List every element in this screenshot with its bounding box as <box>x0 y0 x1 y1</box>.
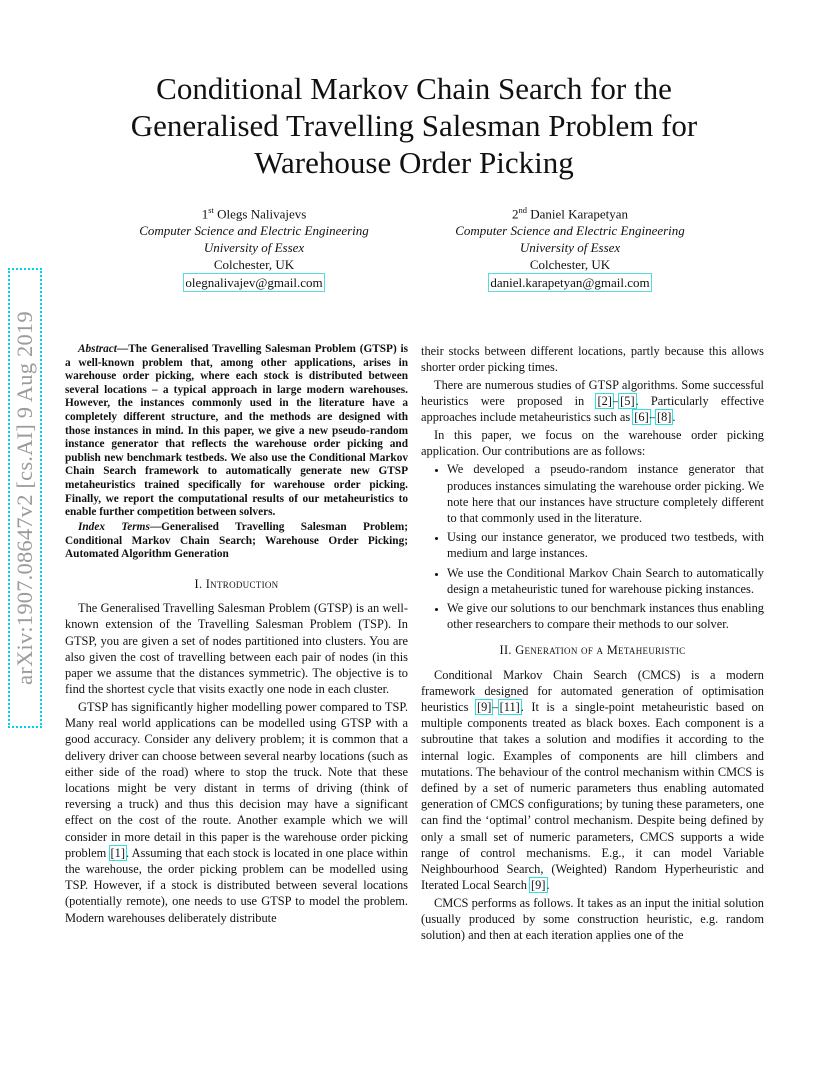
author-email-link[interactable]: olegnalivajev@gmail.com <box>185 275 323 291</box>
list-item: • We give our solutions to our benchmark instances thus enabling other researchers to compare their methods to our solver. <box>447 600 764 632</box>
author-block-1 <box>104 202 404 292</box>
abstract-text: —The Generalised Travelling Salesman Problem (GTSP) is a well-known problem that, among other applications, arises in warehouse order picking, where each stock is distributed between several locations – a typical approach in large modern warehouses. However, the instances commonly used in the literature have a completely different structure, and the methods are designed with those instances in mind. In this paper, we give a new pseudo-random instance generator that reflects the warehouse order picking and publish new benchmark testbeds. We also use the Conditional Markov Chain Search framework to automatically generate new GTSP metaheuristics trained specifically for warehouse order picking. Finally, we report the computational results of our metaheuristics to enable further competition between solvers. <box>65 343 408 519</box>
paragraph: There are numerous studies of GTSP algorithms. Some successful heuristics were proposed in [2]–[5]. Particularly effective approaches include metaheuristics such as [6]–[8]. <box>421 377 765 425</box>
list-item: • We use the Conditional Markov Chain Search to automatically design a metaheuristic tuned for warehouse picking instances. <box>447 565 764 597</box>
citation-link[interactable]: [9] <box>476 700 492 715</box>
paragraph: In this paper, we focus on the warehouse order picking application. Our contributions are as follows: <box>421 428 764 459</box>
author-city: Colchester, UK <box>529 257 611 273</box>
citation-link[interactable]: [9] <box>531 878 546 893</box>
title-line-3: Warehouse Order Picking <box>254 145 574 180</box>
list-item: • We developed a pseudo-random instance generator that produces instances simulating the warehouse order picking. We note here that our instances have structure completely different to that commonly used in the literature. <box>447 461 764 526</box>
author-name-line: 2nd Daniel Karapetyan <box>511 205 629 222</box>
author-university: University of Essex <box>519 240 621 256</box>
author-block-2 <box>420 202 720 292</box>
paragraph: CMCS performs as follows. It takes as an input the initial solution (usually produced by some construction heuristic, e.g. random solution) and then at each iteration applies one of the <box>421 896 764 943</box>
author-name: Olegs Nalivajevs <box>217 206 307 222</box>
index-terms-label: Index Terms <box>78 521 150 534</box>
arxiv-identifier-stamp: arXiv:1907.08647v2 [cs.AI] 9 Aug 2019 <box>8 268 42 728</box>
list-item: • Using our instance generator, we produced two testbeds, with medium and large instances. <box>447 529 764 561</box>
index-terms <box>65 521 408 562</box>
citation-link[interactable]: [5] <box>620 394 635 409</box>
paper-title <box>90 70 738 181</box>
citation-link[interactable]: [1] <box>110 845 125 860</box>
index-terms-text: —Generalised Travelling Salesman Problem; Conditional Markov Chain Search; Warehouse Order Picking; Automated Algorithm Generation <box>65 521 408 561</box>
paragraph-continued: their stocks between different locations, partly because this allows shorter order picking times. <box>421 344 764 375</box>
citation-link[interactable]: [8] <box>656 410 672 425</box>
title-line-1: Conditional Markov Chain Search for the <box>156 71 672 106</box>
paragraph: The Generalised Travelling Salesman Problem (GTSP) is an well-known extension of the Travelling Salesman Problem (TSP). In GTSP, you are given a set of nodes partitioned into clusters. You are also given the cost of travelling between each pair of nodes (in this paper we assume that the distances symmetric). The objective is to find the shortest cycle that visits exactly one node in each cluster. <box>65 601 408 697</box>
title-line-2: Generalised Travelling Salesman Problem for <box>130 108 698 143</box>
section-heading-introduction: I. Introduction <box>194 577 279 591</box>
author-email-link[interactable]: daniel.karapetyan@gmail.com <box>490 275 650 291</box>
author-name-line: 1st Olegs Nalivajevs <box>201 205 307 222</box>
left-column <box>65 343 408 927</box>
contributions-list <box>421 461 764 632</box>
section-heading-generation: II. Generation of a Metaheuristic <box>499 643 686 658</box>
author-name: Daniel Karapetyan <box>530 206 629 222</box>
author-department: Computer Science and Electric Engineering <box>139 223 369 239</box>
citation-link[interactable]: [2] <box>597 394 612 409</box>
paragraph: GTSP has significantly higher modelling power compared to TSP. Many real world applications can be modelled using GTSP with a good accuracy. Consider any delivery problem; it is common that a delivery driver can choose between several nearby locations (such as either side of the road) where to stop the truck. Note that these locations might be very distant in terms of driving (think of reversing a truck) and thus this decision may have a significant effect on the cost of the route. Another example which we will consider in more detail in this paper is the warehouse order picking problem [1]. Assuming that each stock is located in one place within the warehouse, the order picking problem can be modelled using TSP. However, if a stock is distributed between several locations (potentially remote), one needs to use GTSP to model the problem. Modern warehouses deliberately distribute <box>65 699 408 925</box>
citation-link[interactable]: [11] <box>499 700 520 715</box>
abstract-label: Abstract <box>78 343 117 355</box>
author-department: Computer Science and Electric Engineering <box>455 223 685 239</box>
right-column <box>421 343 764 945</box>
author-university: University of Essex <box>203 240 305 256</box>
abstract <box>65 343 408 520</box>
paragraph: Conditional Markov Chain Search (CMCS) is a modern framework designed for automated generation of optimisation heuristics [9]–[11]. It is a single-point metaheuristic based on multiple components treated as black boxes. Each component is a subroutine that takes a solution and modifies it according to the internal logic. Examples of components are hill climbers and mutations. The behaviour of the control mechanism within CMCS is defined by a set of numeric parameters thus enabling automated generation of CMCS configurations; by tuning these parameters, one can find the ‘optimal’ control mechanism. Despite being defined by only a small set of numeric parameters, CMCS supports a wide range of control mechanisms. E.g., it can model Variable Neighbourhood Search, (Weighted) Random Hyperheuristic and Iterated Local Search [9]. <box>421 667 764 893</box>
author-city: Colchester, UK <box>213 257 295 273</box>
citation-link[interactable]: [6] <box>634 410 649 425</box>
